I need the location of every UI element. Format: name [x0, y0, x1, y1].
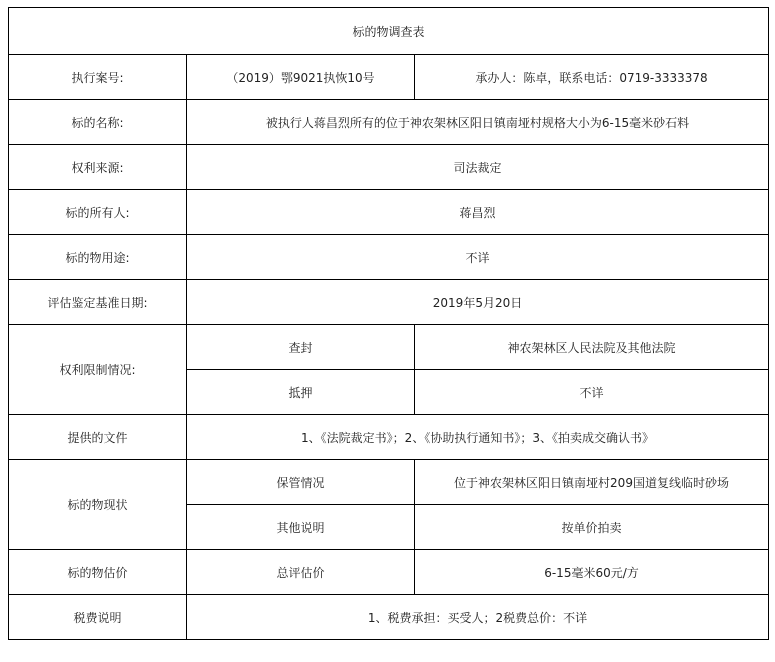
contact-info: 承办人：陈卓，联系电话：0719-3333378: [415, 55, 769, 100]
table-title: 标的物调查表: [9, 8, 769, 55]
valuation-row: [9, 550, 769, 595]
tax-label: 税费说明: [9, 595, 187, 640]
case-no-value: （2019）鄂9021执恢10号: [187, 55, 415, 100]
case-no-row: [9, 55, 769, 100]
restriction-value: 不详: [415, 370, 769, 415]
survey-table: [8, 7, 769, 640]
valuation-value: 6-15毫米60元/方: [415, 550, 769, 595]
status-value: 按单价拍卖: [415, 505, 769, 550]
owner-label: 标的所有人:: [9, 190, 187, 235]
restriction-type: 查封: [187, 325, 415, 370]
tax-value: 1、税费承担：买受人；2税费总价：不详: [187, 595, 769, 640]
appraisal-date-label: 评估鉴定基准日期:: [9, 280, 187, 325]
title-row: [9, 8, 769, 55]
source-row: [9, 145, 769, 190]
restriction-row: [9, 325, 769, 370]
case-no-label: 执行案号:: [9, 55, 187, 100]
documents-value: 1、《法院裁定书》；2、《协助执行通知书》；3、《拍卖成交确认书》: [187, 415, 769, 460]
name-row: [9, 100, 769, 145]
owner-value: 蒋昌烈: [187, 190, 769, 235]
status-type: 保管情况: [187, 460, 415, 505]
tax-row: [9, 595, 769, 640]
name-label: 标的名称:: [9, 100, 187, 145]
status-label: 标的物现状: [9, 460, 187, 550]
appraisal-date-row: [9, 280, 769, 325]
status-row: [9, 460, 769, 505]
restriction-label: 权利限制情况:: [9, 325, 187, 415]
restriction-value: 神农架林区人民法院及其他法院: [415, 325, 769, 370]
appraisal-date-value: 2019年5月20日: [187, 280, 769, 325]
documents-label: 提供的文件: [9, 415, 187, 460]
name-value: 被执行人蒋昌烈所有的位于神农架林区阳日镇南垭村规格大小为6-15毫米砂石料: [187, 100, 769, 145]
valuation-type: 总评估价: [187, 550, 415, 595]
usage-value: 不详: [187, 235, 769, 280]
valuation-label: 标的物估价: [9, 550, 187, 595]
source-label: 权利来源:: [9, 145, 187, 190]
status-value: 位于神农架林区阳日镇南垭村209国道复线临时砂场: [415, 460, 769, 505]
source-value: 司法裁定: [187, 145, 769, 190]
usage-label: 标的物用途:: [9, 235, 187, 280]
status-type: 其他说明: [187, 505, 415, 550]
documents-row: [9, 415, 769, 460]
usage-row: [9, 235, 769, 280]
owner-row: [9, 190, 769, 235]
restriction-type: 抵押: [187, 370, 415, 415]
